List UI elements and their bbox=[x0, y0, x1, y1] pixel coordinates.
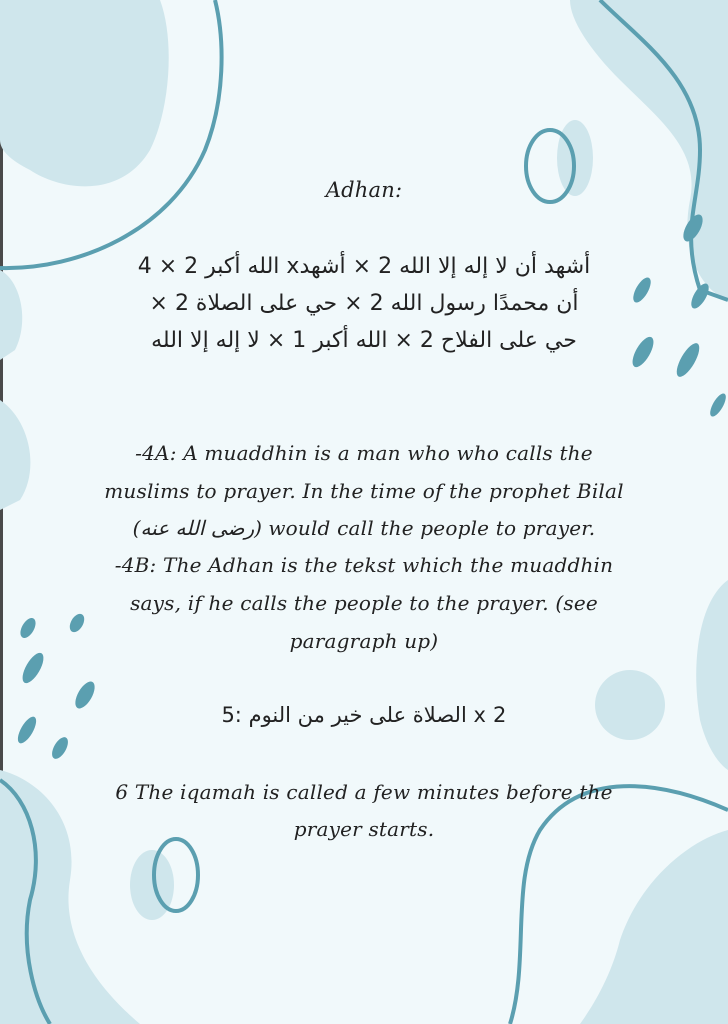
document-title: Adhan: bbox=[325, 178, 403, 202]
adhan-line-1: أشهد أن لا إله إلا الله 2 × أشهدx الله أكبر 2 × 4 bbox=[137, 254, 591, 279]
para-4-line-4: -4B: The Adhan is the tekst which the muaddhin bbox=[114, 553, 614, 577]
adhan-line-3: حي على الفلاح 2 × الله أكبر 1 × لا إله إلا الله bbox=[151, 328, 577, 353]
para-6-line-1: 6 The iqamah is called a few minutes before the bbox=[115, 780, 613, 804]
adhan-line-2: أن محمدًا رسول الله 2 × حي على الصلاة 2 × bbox=[149, 291, 579, 316]
para-4-line-3: (رضى الله عنه) would call the people to prayer. bbox=[132, 516, 596, 540]
para-4-line-1: -4A: A muaddhin is a man who who calls the bbox=[135, 441, 593, 465]
line-5: 5: الصلاة على خير من النوم x 2 bbox=[221, 703, 507, 727]
para-6-line-2: prayer starts. bbox=[293, 817, 435, 841]
para-4-line-6: paragraph up) bbox=[289, 629, 439, 653]
para-4-line-2: muslims to prayer. In the time of the prophet Bilal bbox=[104, 479, 624, 503]
para-4-line-5: says, if he calls the people to the prayer. (see bbox=[130, 591, 598, 615]
